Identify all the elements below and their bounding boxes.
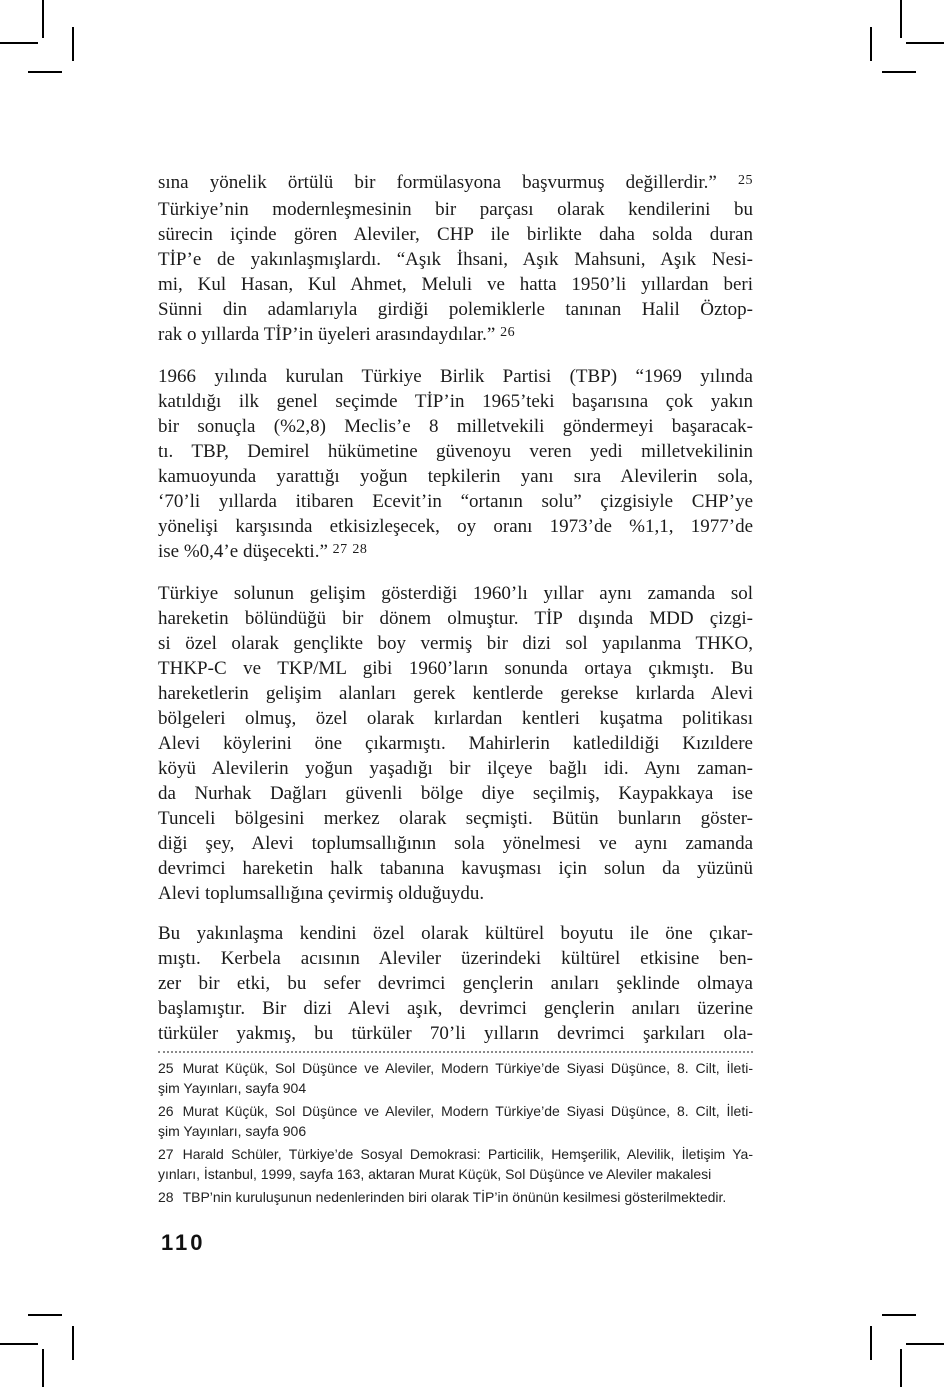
text-line: ‘70’li yıllarda itibaren Ecevit’in “ortanın solu” çizgisiyle CHP’ye: [158, 491, 753, 512]
footnote-line: 27 Harald Schüler, Türkiye’de Sosyal Demokrasi: Particilik, Hemşerilik, Alevilik, İletişim Ya-: [158, 1146, 753, 1162]
paragraph: [158, 170, 753, 349]
paragraph: [158, 581, 753, 906]
text-line: bölgeleri olmuş, özel olarak kırlardan kentleri kuşatma politikası: [158, 708, 753, 729]
text-line: hareketlerin gelişim alanları gerek kentlerde gerekse kırlarda Alevi: [158, 683, 753, 704]
crop-mark-bottom-right-inner-vertical: [870, 1326, 872, 1360]
text-line: 1966 yılında kurulan Türkiye Birlik Partisi (TBP) “1969 yılında: [158, 366, 753, 387]
crop-mark-top-left-outer-vertical: [42, 0, 44, 38]
crop-mark-bottom-right-inner-horizontal: [882, 1314, 916, 1316]
text-line: yönelişi karşısında etkisizleşecek, oy oranı 1973’de %1,1, 1977’de: [158, 516, 753, 537]
text-line: Türkiye’nin modernleşmesinin bir parçası olarak kendilerini bu: [158, 199, 753, 220]
footnote-ref: 26: [500, 325, 516, 340]
page-number: 110: [161, 1230, 206, 1255]
text-line: başlamıştır. Bir dizi Alevi aşık, devrimci gençlerin anıları üzerine: [158, 998, 753, 1019]
crop-mark-top-right-inner-vertical: [870, 27, 872, 61]
text-line: THKP-C ve TKP/ML gibi 1960’ların sonunda ortaya çıkmıştı. Bu: [158, 658, 753, 679]
footnote-line: yınları, İstanbul, 1999, sayfa 163, aktaran Murat Küçük, Sol Düşünce ve Aleviler makalesi: [158, 1166, 712, 1182]
paragraph: [158, 921, 753, 1046]
text-line: mıştı. Kerbela acısının Aleviler üzerindeki kültürel etkisine ben-: [158, 948, 753, 969]
footnote-number: 28: [158, 1189, 174, 1205]
text-line: sürecin içinde gören Aleviler, CHP ile birlikte daha solda duran: [158, 224, 753, 245]
text-line: hareketin bölündüğü bir dönem olmuştur. TİP dışında MDD çizgi-: [158, 608, 753, 629]
text-line: Sünni din adamlarıyla girdiği polemiklerle tanınan Halil Öztop-: [158, 299, 753, 320]
footnote-separator-rule: [158, 1051, 753, 1053]
text-line: Tunceli bölgesini merkez olarak seçmişti. Bütün bunların göster-: [158, 808, 753, 829]
text-line: katıldığı ilk genel seçimde TİP’in 1965’teki başarısına çok yakın: [158, 391, 753, 412]
text-line: da Nurhak Dağları güvenli bölge diye seçilmiş, Kaypakkaya ise: [158, 783, 753, 804]
text-line: köyü Alevilerin yoğun yaşadığı bir ilçeye bağlı idi. Aynı zaman-: [158, 758, 753, 779]
footnote: [158, 1058, 753, 1098]
text-line: sına yönelik örtülü bir formülasyona başvurmuş değillerdir.” $^{25}$: [158, 172, 753, 193]
footnote-number: 25: [158, 1060, 174, 1076]
text-line: Alevi toplumsallığına çevirmiş olduğuydu.: [158, 883, 485, 904]
text-line: devrimci hareketin halk tabanına kavuşması için solun da yüzünü: [158, 858, 753, 879]
footnote-line: 25 Murat Küçük, Sol Düşünce ve Aleviler, Modern Türkiye’de Siyasi Düşünce, 8. Cilt, İleti-: [158, 1060, 753, 1076]
crop-mark-bottom-left-outer-horizontal: [0, 1343, 38, 1345]
footnote-line: 28 TBP’nin kuruluşunun nedenlerinden biri olarak TİP’in önünün kesilmesi gösterilmektedir.: [158, 1189, 727, 1205]
footnotes-section: [158, 1058, 753, 1207]
text-line: Türkiye solunun gelişim gösterdiği 1960’lı yıllar aynı zamanda sol: [158, 583, 753, 604]
text-line: tı. TBP, Demirel hükümetine güvenoyu veren yedi milletvekilinin: [158, 441, 753, 462]
crop-mark-bottom-right-outer-horizontal: [906, 1343, 944, 1345]
footnote-ref: 25: [738, 173, 753, 188]
text-line: rak o yıllarda TİP’in üyeleri arasındaydılar.” $^{26}$: [158, 324, 516, 345]
text-line: kamuoyunda yarattığı yoğun tepkilerin yanı sıra Alevilerin sola,: [158, 466, 753, 487]
footnote-number: 26: [158, 1103, 174, 1119]
text-line: Alevi köylerini öne çıkarmıştı. Mahirlerin katledildiği Kızıldere: [158, 733, 753, 754]
text-line: türküler yakmış, bu türküler 70’li yılların devrimci şarkıları ola-: [158, 1023, 753, 1044]
footnote-ref: 28: [352, 542, 368, 557]
body-text: [158, 170, 753, 1046]
crop-mark-top-left-inner-horizontal: [28, 71, 62, 73]
crop-mark-bottom-left-inner-horizontal: [28, 1314, 62, 1316]
crop-mark-top-right-outer-horizontal: [906, 42, 944, 44]
footnote: [158, 1187, 753, 1207]
paragraph: [158, 364, 753, 566]
text-line: mi, Kul Hasan, Kul Ahmet, Meluli ve hatta 1950’li yıllardan beri: [158, 274, 753, 295]
footnote-line: 26 Murat Küçük, Sol Düşünce ve Aleviler, Modern Türkiye’de Siyasi Düşünce, 8. Cilt, İleti-: [158, 1103, 753, 1119]
footnote-line: şim Yayınları, sayfa 904: [158, 1080, 307, 1096]
text-line: bir sonuçla (%2,8) Meclis’e 8 milletvekili göndermeyi başaracak-: [158, 416, 753, 437]
text-line: ise %0,4’e düşecekti.” $^{27}$ $^{28}$: [158, 541, 368, 562]
crop-mark-top-right-inner-horizontal: [882, 71, 916, 73]
footnote-line: şim Yayınları, sayfa 906: [158, 1123, 307, 1139]
text-line: TİP’e de yakınlaşmışlardı. “Aşık İhsani, Aşık Mahsuni, Aşık Nesi-: [158, 249, 753, 270]
footnote-number: 27: [158, 1146, 174, 1162]
text-line: zer bir etki, bu sefer devrimci gençlerin anıları şeklinde olmaya: [158, 973, 753, 994]
crop-mark-bottom-left-inner-vertical: [72, 1326, 74, 1360]
crop-mark-top-left-outer-horizontal: [0, 42, 38, 44]
text-line: diği şey, Alevi toplumsallığının sola yönelmesi ve aynı zamanda: [158, 833, 753, 854]
text-line: Bu yakınlaşma kendini özel olarak kültürel boyutu ile öne çıkar-: [158, 923, 753, 944]
crop-mark-bottom-left-outer-vertical: [42, 1349, 44, 1387]
footnote-ref: 27: [332, 542, 348, 557]
footnote: [158, 1101, 753, 1141]
crop-mark-top-right-outer-vertical: [900, 0, 902, 38]
text-line: si özel olarak gençlikte boy vermiş bir dizi sol yapılanma THKO,: [158, 633, 753, 654]
crop-mark-bottom-right-outer-vertical: [900, 1349, 902, 1387]
crop-mark-top-left-inner-vertical: [72, 27, 74, 61]
footnote: [158, 1144, 753, 1184]
